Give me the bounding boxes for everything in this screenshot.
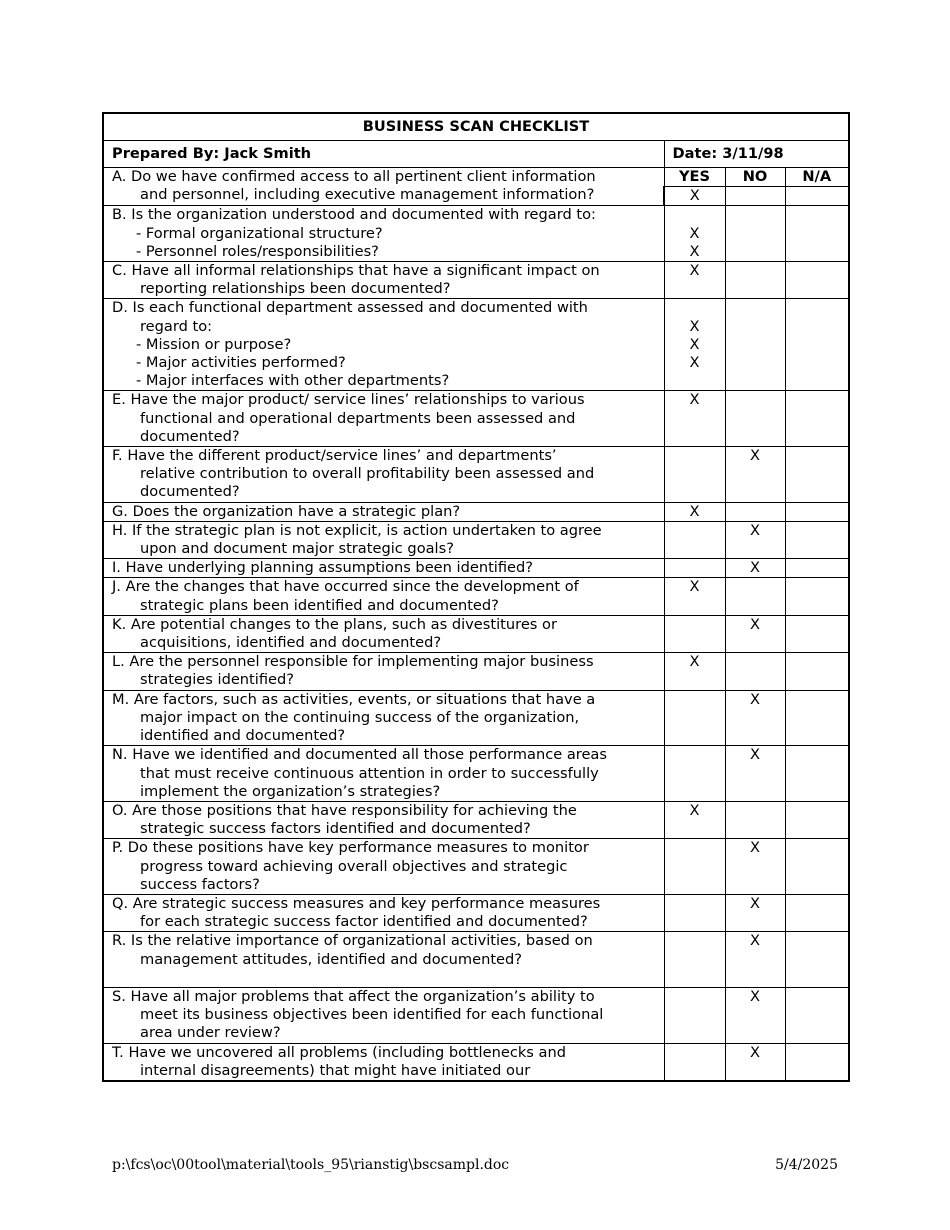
checklist-row	[103, 615, 849, 652]
checklist-row	[103, 299, 849, 391]
answer-cell	[725, 447, 785, 503]
answer-cell	[725, 299, 785, 391]
mark-yes: X	[689, 502, 700, 520]
mark-no	[726, 299, 785, 317]
mark-yes: X	[689, 801, 700, 819]
question-cell	[103, 447, 664, 503]
answer-cell	[785, 615, 849, 652]
answer-cell	[664, 578, 725, 615]
question-cell	[103, 262, 664, 299]
answer-cell	[664, 653, 725, 690]
question-cell	[103, 299, 664, 391]
mark-no: X	[750, 690, 760, 708]
answer-cell	[664, 299, 725, 391]
mark-na	[786, 354, 849, 372]
answer-cell	[664, 801, 725, 838]
question-cell	[103, 801, 664, 838]
answer-cell	[725, 690, 785, 746]
question-cell	[103, 1043, 664, 1081]
mark-no	[726, 206, 785, 224]
answer-cell	[785, 801, 849, 838]
mark-no: X	[750, 521, 760, 539]
mark-no	[726, 391, 785, 409]
question-line: Q. Are strategic success measures and key performance measures	[112, 894, 601, 912]
mark-no	[726, 503, 785, 521]
question-line: acquisitions, identified and documented?	[140, 634, 442, 652]
answer-cell	[785, 1043, 849, 1081]
checklist-row	[103, 746, 849, 802]
mark-no	[726, 354, 785, 372]
answer-cell	[664, 932, 725, 988]
mark-yes	[665, 616, 725, 634]
mark-na	[786, 336, 849, 354]
question-line: meet its business objectives been identified for each functional	[140, 1006, 604, 1024]
mark-yes: X	[689, 578, 700, 596]
question-line: documented?	[140, 483, 240, 501]
question-cell	[103, 521, 664, 558]
question-cell-A	[103, 168, 664, 206]
answer-cell	[785, 262, 849, 299]
question-cell	[103, 839, 664, 895]
mark-yes: X	[689, 262, 700, 280]
checklist-row	[103, 839, 849, 895]
question-line: management attitudes, identified and documented?	[140, 950, 523, 968]
column-header-yes: YES	[664, 168, 725, 187]
question-line: J. Are the changes that have occurred since the development of	[112, 578, 579, 596]
mark-yes	[665, 299, 725, 317]
answer-cell	[725, 559, 785, 578]
mark-no: X	[750, 447, 760, 465]
checklist-row	[103, 206, 849, 262]
mark-no	[726, 318, 785, 336]
mark-na	[786, 447, 849, 465]
question-cell	[103, 391, 664, 447]
mark-na	[786, 578, 849, 596]
mark-no: X	[750, 894, 760, 912]
mark-no	[726, 225, 785, 243]
question-cell	[103, 206, 664, 262]
question-line: E. Have the major product/ service lines’ relationships to various	[112, 391, 585, 409]
answer-cell	[664, 615, 725, 652]
footer-date: 5/4/2025	[775, 1157, 838, 1173]
mark-na	[786, 262, 849, 280]
answer-cell	[725, 987, 785, 1043]
answer-cell	[664, 690, 725, 746]
mark-na	[786, 299, 849, 317]
mark-no	[726, 802, 785, 820]
mark-no: X	[750, 932, 760, 950]
mark-na	[786, 522, 849, 540]
answer-cell	[785, 690, 849, 746]
question-line: regard to:	[140, 317, 213, 335]
answer-cell	[725, 391, 785, 447]
answer-cell	[785, 447, 849, 503]
mark-na	[786, 932, 849, 950]
question-line: H. If the strategic plan is not explicit, is action undertaken to agree	[112, 521, 602, 539]
answer-cell	[725, 262, 785, 299]
answer-cell	[785, 746, 849, 802]
answer-cell	[664, 502, 725, 521]
question-cell	[103, 932, 664, 988]
answer-cell	[725, 502, 785, 521]
question-line: R. Is the relative importance of organizational activities, based on	[112, 932, 593, 950]
mark-no	[726, 187, 785, 205]
question-line: S. Have all major problems that affect the organization’s ability to	[112, 987, 595, 1005]
mark-yes: X	[689, 354, 700, 372]
checklist-row	[103, 502, 849, 521]
question-line: area under review?	[140, 1024, 281, 1042]
question-line: that must receive continuous attention in order to successfully	[140, 764, 599, 782]
question-cell	[103, 578, 664, 615]
checklist-row	[103, 987, 849, 1043]
answer-cell	[664, 187, 725, 206]
mark-yes	[665, 746, 725, 764]
answer-cell	[664, 559, 725, 578]
mark-no: X	[750, 1043, 760, 1061]
mark-yes	[665, 839, 725, 857]
mark-na	[786, 225, 849, 243]
question-cell	[103, 559, 664, 578]
answer-cell	[664, 262, 725, 299]
column-header-row	[103, 168, 849, 187]
column-header-no: NO	[725, 168, 785, 187]
answer-cell	[725, 653, 785, 690]
checklist-row	[103, 690, 849, 746]
question-line: for each strategic success factor identified and documented?	[140, 913, 588, 931]
mark-yes	[665, 206, 725, 224]
answer-cell	[785, 839, 849, 895]
mark-na	[786, 391, 849, 409]
answer-cell	[785, 187, 849, 206]
mark-yes	[665, 522, 725, 540]
checklist-row	[103, 1043, 849, 1081]
question-line: - Personnel roles/responsibilities?	[136, 242, 379, 260]
answer-cell	[785, 987, 849, 1043]
mark-na	[786, 318, 849, 336]
question-line: O. Are those positions that have responsibility for achieving the	[112, 801, 577, 819]
mark-yes: X	[689, 187, 700, 205]
mark-yes: X	[689, 335, 700, 353]
question-line: L. Are the personnel responsible for implementing major business	[112, 653, 594, 671]
question-cell	[103, 746, 664, 802]
checklist-row	[103, 559, 849, 578]
question-line: - Major interfaces with other departments?	[136, 372, 450, 390]
question-line: - Formal organizational structure?	[136, 224, 383, 242]
mark-yes: X	[689, 317, 700, 335]
business-scan-checklist-table	[102, 112, 850, 1082]
answer-cell	[785, 578, 849, 615]
question-line: - Mission or purpose?	[136, 335, 292, 353]
mark-no	[726, 243, 785, 261]
answer-cell	[664, 894, 725, 931]
mark-yes	[665, 691, 725, 709]
checklist-title: BUSINESS SCAN CHECKLIST	[103, 113, 849, 141]
date-label: Date: 3/11/98	[664, 141, 849, 168]
prepared-row	[103, 141, 849, 168]
answer-cell	[725, 187, 785, 206]
checklist-row	[103, 391, 849, 447]
question-cell	[103, 690, 664, 746]
mark-na	[786, 559, 849, 577]
mark-na	[786, 895, 849, 913]
mark-no	[726, 653, 785, 671]
mark-na	[786, 691, 849, 709]
answer-cell	[664, 391, 725, 447]
mark-na	[786, 988, 849, 1006]
question-line: strategic plans been identified and documented?	[140, 596, 499, 614]
checklist-row	[103, 932, 849, 988]
checklist-row	[103, 262, 849, 299]
mark-no: X	[750, 615, 760, 633]
answer-cell	[725, 206, 785, 262]
mark-na	[786, 243, 849, 261]
answer-cell	[725, 615, 785, 652]
answer-cell	[785, 894, 849, 931]
checklist-row	[103, 801, 849, 838]
answer-cell	[785, 391, 849, 447]
mark-no: X	[750, 559, 760, 577]
question-line: progress toward achieving overall objectives and strategic	[140, 857, 568, 875]
mark-na	[786, 187, 849, 205]
answer-cell	[725, 932, 785, 988]
answer-cell	[785, 932, 849, 988]
mark-na	[786, 1044, 849, 1062]
question-line: identified and documented?	[140, 727, 346, 745]
mark-yes: X	[689, 224, 700, 242]
mark-yes: X	[689, 391, 700, 409]
checklist-row	[103, 521, 849, 558]
mark-na	[786, 746, 849, 764]
answer-cell	[725, 1043, 785, 1081]
mark-yes	[665, 932, 725, 950]
answer-cell	[664, 206, 725, 262]
question-line: K. Are potential changes to the plans, such as divestitures or	[112, 615, 557, 633]
answer-cell	[664, 746, 725, 802]
answer-cell	[664, 839, 725, 895]
question-line: - Major activities performed?	[136, 354, 346, 372]
checklist-body	[103, 113, 849, 1081]
answer-cell	[785, 559, 849, 578]
mark-yes: X	[689, 242, 700, 260]
mark-yes	[665, 1044, 725, 1062]
question-line: I. Have underlying planning assumptions been identified?	[112, 559, 534, 577]
question-line: internal disagreements) that might have initiated our	[140, 1061, 531, 1079]
question-line: functional and operational departments been assessed and	[140, 409, 576, 427]
checklist-row	[103, 653, 849, 690]
question-cell	[103, 615, 664, 652]
prepared-by: Prepared By: Jack Smith	[103, 141, 664, 168]
answer-cell	[785, 521, 849, 558]
mark-yes	[665, 447, 725, 465]
question-line: strategies identified?	[140, 671, 295, 689]
checklist-row	[103, 447, 849, 503]
question-line: A. Do we have confirmed access to all pertinent client information	[112, 168, 596, 185]
mark-na	[786, 616, 849, 634]
question-line: F. Have the different product/service lines’ and departments’	[112, 447, 557, 465]
answer-cell	[725, 801, 785, 838]
question-cell	[103, 987, 664, 1043]
question-line: documented?	[140, 427, 240, 445]
mark-na	[786, 802, 849, 820]
mark-no: X	[750, 839, 760, 857]
answer-cell	[664, 1043, 725, 1081]
question-line: T. Have we uncovered all problems (including bottlenecks and	[112, 1043, 566, 1061]
mark-no	[726, 262, 785, 280]
answer-cell	[725, 578, 785, 615]
mark-na	[786, 653, 849, 671]
answer-cell	[725, 839, 785, 895]
question-line: implement the organization’s strategies?	[140, 782, 441, 800]
answer-cell	[664, 521, 725, 558]
question-line: B. Is the organization understood and documented with regard to:	[112, 206, 596, 224]
column-header-na: N/A	[785, 168, 849, 187]
mark-no: X	[750, 987, 760, 1005]
question-line: major impact on the continuing success of the organization,	[140, 708, 580, 726]
answer-cell	[725, 894, 785, 931]
answer-cell	[664, 987, 725, 1043]
question-line: D. Is each functional department assessed and documented with	[112, 299, 588, 317]
answer-cell	[785, 502, 849, 521]
mark-no: X	[750, 746, 760, 764]
mark-yes	[665, 988, 725, 1006]
question-line: success factors?	[140, 875, 260, 893]
checklist-row	[103, 894, 849, 931]
question-cell	[103, 502, 664, 521]
answer-cell	[725, 746, 785, 802]
question-cell	[103, 894, 664, 931]
question-line: N. Have we identified and documented all those performance areas	[112, 746, 607, 764]
question-line: C. Have all informal relationships that have a significant impact on	[112, 262, 600, 280]
question-line: reporting relationships been documented?	[140, 280, 451, 298]
mark-na	[786, 839, 849, 857]
mark-yes	[665, 559, 725, 577]
answer-cell	[785, 299, 849, 391]
question-line: M. Are factors, such as activities, events, or situations that have a	[112, 690, 596, 708]
mark-na	[786, 503, 849, 521]
question-cell	[103, 653, 664, 690]
mark-no	[726, 336, 785, 354]
question-line: P. Do these positions have key performance measures to monitor	[112, 839, 589, 857]
question-line: G. Does the organization have a strategic plan?	[112, 502, 461, 520]
question-line: strategic success factors identified and documented?	[140, 820, 531, 838]
mark-no	[726, 578, 785, 596]
question-line: relative contribution to overall profitability been assessed and	[140, 465, 595, 483]
checklist-row	[103, 578, 849, 615]
mark-yes: X	[689, 653, 700, 671]
mark-yes	[665, 895, 725, 913]
answer-cell	[725, 521, 785, 558]
question-line: upon and document major strategic goals?	[140, 540, 454, 558]
answer-cell	[664, 447, 725, 503]
mark-na	[786, 206, 849, 224]
answer-cell	[785, 653, 849, 690]
question-line	[112, 969, 656, 987]
footer-file-path: p:\fcs\oc\00tool\material\tools_95\rianstig\bscsampl.doc	[112, 1157, 510, 1173]
question-line: and personnel, including executive management information?	[140, 186, 595, 204]
title-row	[103, 113, 849, 141]
answer-cell	[785, 206, 849, 262]
